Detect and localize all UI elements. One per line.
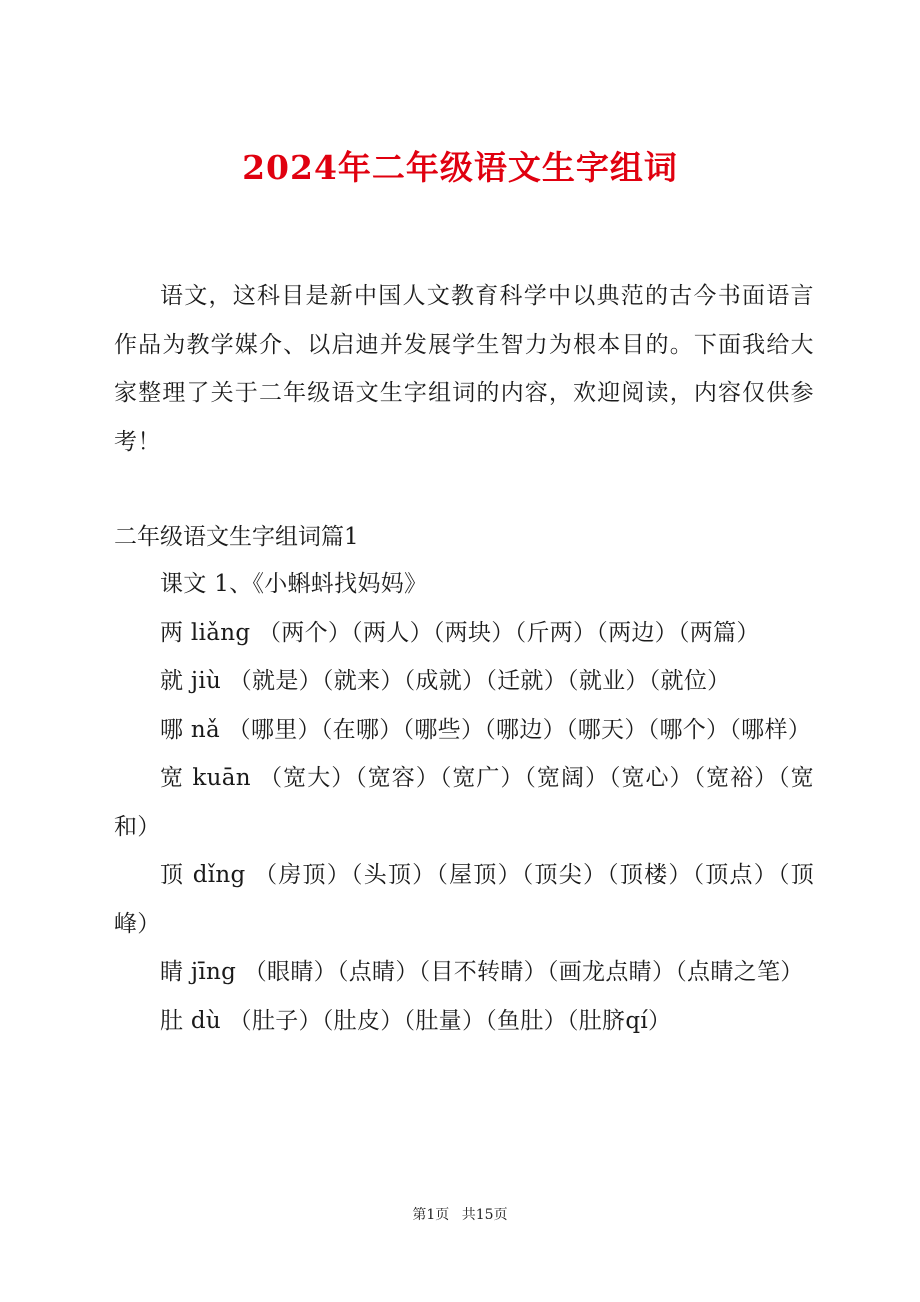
vocab-line: 两 liǎng （两个）（两人）（两块）（斤两）（两边）（两篇） (160, 619, 760, 646)
vocab-line: 就 jiù （就是）（就来）（成就）（迁就）（就业）（就位） (160, 668, 731, 694)
vocab-line: 宽 kuān （宽大）（宽容）（宽广）（宽阔）（宽心）（宽裕）（宽和） (114, 765, 814, 840)
vocabulary-list (114, 560, 814, 1045)
vocab-line: 肚 dù （肚子）（肚皮）（肚量）（鱼肚）（肚脐qí） (160, 1007, 672, 1034)
page-total: 共15页 (461, 1207, 508, 1223)
vocab-line: 哪 nǎ （哪里）（在哪）（哪些）（哪边）（哪天）（哪个）（哪样） (160, 716, 812, 743)
document-title: 2024年二年级语文生字组词 (242, 148, 678, 187)
lesson-title: 课文 1、《小蝌蚪找妈妈》 (160, 571, 428, 597)
intro-paragraph: 语文，这科目是新中国人文教育科学中以典范的古今书面语言作品为教学媒介、以启迪并发展学生智力为根本目的。下面我给大家整理了关于二年级语文生字组词的内容，欢迎阅读，内容仅供参考！ (114, 283, 814, 455)
vocab-line: 顶 dǐng （房顶）（头顶）（屋顶）（顶尖）（顶楼）（顶点）（顶峰） (114, 862, 814, 937)
page-footer (0, 1204, 920, 1224)
section-heading: 二年级语文生字组词篇1 (114, 524, 359, 550)
page-number: 第1页 (412, 1207, 450, 1223)
vocab-line: 睛 jīng （眼睛）（点睛）（目不转睛）（画龙点睛）（点睛之笔） (160, 959, 804, 985)
